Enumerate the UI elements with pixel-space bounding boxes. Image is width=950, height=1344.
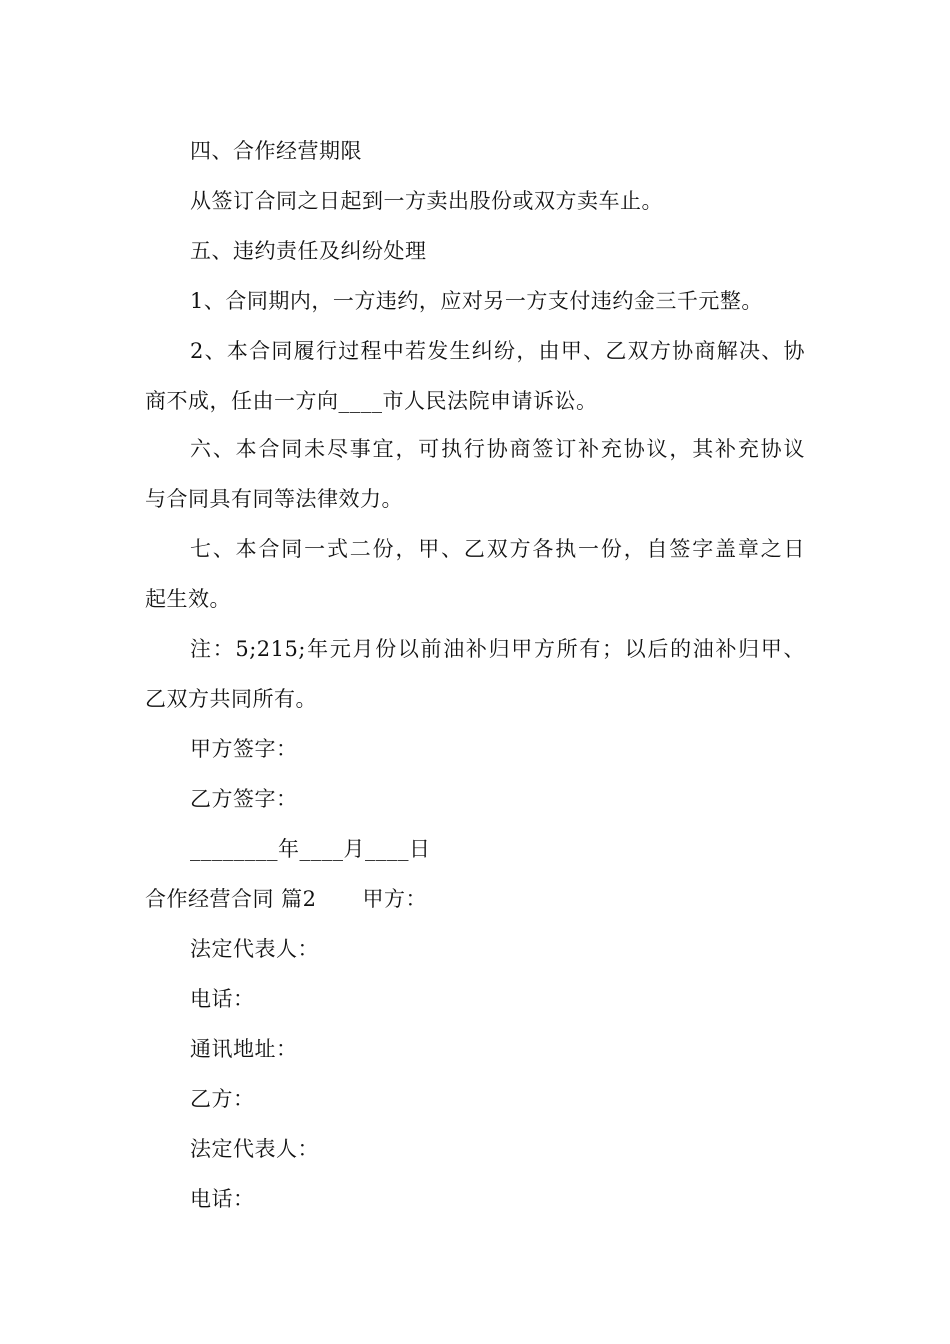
phone-label: 电话：	[190, 1187, 255, 1211]
legal-representative-label: 法定代表人：	[190, 1137, 319, 1161]
party-a-label: 甲方：	[362, 887, 428, 911]
paragraph-line: 起生效。	[145, 587, 231, 611]
note-line: 注：5;215;年元月份以前油补归甲方所有；以后的油补归甲、	[190, 637, 805, 661]
address-label: 通讯地址：	[190, 1037, 298, 1061]
note-line: 乙双方共同所有。	[145, 687, 317, 711]
party-b-label: 乙方：	[190, 1087, 255, 1111]
paragraph-line: 六、本合同未尽事宜，可执行协商签订补充协议，其补充协议	[190, 437, 805, 461]
legal-representative-label: 法定代表人：	[190, 937, 319, 961]
paragraph-line: 1、合同期内，一方违约，应对另一方支付违约金三千元整。	[190, 289, 763, 313]
paragraph-line: 七、本合同一式二份，甲、乙双方各执一份，自签字盖章之日	[190, 537, 805, 561]
section-title: 合作经营合同 篇2	[145, 887, 317, 911]
section-title-row	[145, 886, 427, 912]
date-line: ________年____月____日	[190, 837, 431, 861]
phone-label: 电话：	[190, 987, 255, 1011]
paragraph-line: 2、本合同履行过程中若发生纠纷，由甲、乙双方协商解决、协	[190, 339, 805, 363]
party-a-signature-label: 甲方签字：	[190, 737, 298, 761]
paragraph-line: 与合同具有同等法律效力。	[145, 487, 403, 511]
paragraph-line: 从签订合同之日起到一方卖出股份或双方卖车止。	[190, 189, 663, 213]
section-heading-liability: 五、违约责任及纠纷处理	[190, 239, 427, 263]
party-b-signature-label: 乙方签字：	[190, 787, 298, 811]
section-heading-term: 四、合作经营期限	[190, 139, 362, 163]
paragraph-line: 商不成，任由一方向____市人民法院申请诉讼。	[145, 389, 598, 413]
